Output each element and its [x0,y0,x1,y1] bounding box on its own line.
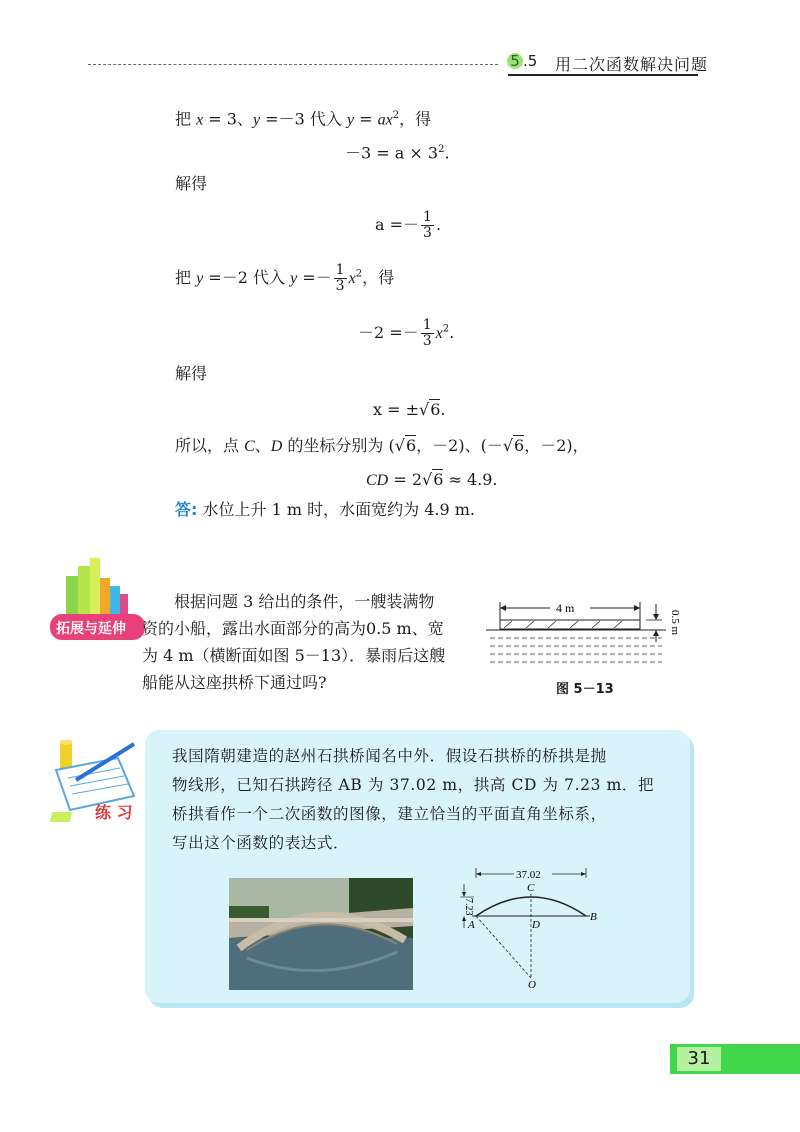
svg-text:37.02: 37.02 [516,869,541,881]
exercise-line: 写出这个函数的表达式． [172,834,350,852]
equation-1: $-3 = a \times 3^2$. [345,143,450,163]
exercise-text [172,742,677,858]
extension-text [142,588,484,696]
exercise-label: 练 习 [95,803,133,822]
a-equation: a =－ $\frac{1}{3}$ . [375,209,442,241]
page-number: 31 [687,1048,711,1069]
svg-text:C: C [527,882,535,894]
answer-text: 水位上升 1 m 时，水面宽约为 4.9 m. [202,500,475,519]
svg-text:7.23: 7.23 [463,898,474,916]
exercise-line: 桥拱看作一个二次函数的图像，建立恰当的平面直角坐标系， [172,805,607,823]
section-title: 用二次函数解决问题 [555,55,709,74]
svg-text:O: O [528,979,536,991]
svg-text:A: A [468,919,475,931]
jiede-2: 解得 [175,364,208,383]
header-dashed-rule [88,64,498,65]
svg-text:拓展与延伸: 拓展与延伸 [56,621,126,637]
svg-text:D: D [532,919,540,931]
exercise-line: 物线形，已知石拱跨径 AB 为 37.02 m，拱高 CD 为 7.23 m．把 [172,776,655,794]
extension-line: 为 4 m（横断面如图 5－13）．暴雨后这艘 [142,646,446,665]
boat-cross-section-figure [486,596,686,676]
exercise-line: 我国隋朝建造的赵州石拱桥闻名中外．假设石拱桥的桥拱是抛 [172,747,607,765]
arch-parabola-diagram [452,866,602,992]
figure-caption: 图 5－13 [556,682,614,697]
extension-line: 根据问题 3 给出的条件，一艘装满物 [174,592,435,611]
x-equation: x = ±√6. [373,400,446,419]
equation-2: －2 =－ $\frac{1}{3}$ $x^2$. [358,317,455,349]
answer-line [175,500,475,520]
coordinates-line: 所以，点 C、D 的坐标分别为 (√6，－2)、(－√6，－2)， [175,436,589,455]
zhaozhou-bridge-photo [229,878,413,990]
svg-text:B: B [590,911,597,923]
solution-line-2: 把 y =－2 代入 y =－ $\frac{1}{3}$ $x^2$，得 [175,262,395,294]
answer-label: 答: [175,500,198,519]
section-number: 5 .5 [507,52,537,70]
svg-text:4 m: 4 m [556,601,575,615]
solution-line-1: 把 x = 3、y =－3 代入 $y = ax^2$，得 [175,109,432,129]
jiede-1: 解得 [175,174,208,193]
extension-line: 资的小船，露出水面部分的高为0.5 m、宽 [142,619,444,638]
svg-text:0.5 m: 0.5 m [669,610,681,636]
extension-badge-icon [48,556,148,646]
extension-line: 船能从这座拱桥下通过吗? [142,673,327,692]
cd-equation: CD = 2√6 ≈ 4.9. [366,470,498,489]
